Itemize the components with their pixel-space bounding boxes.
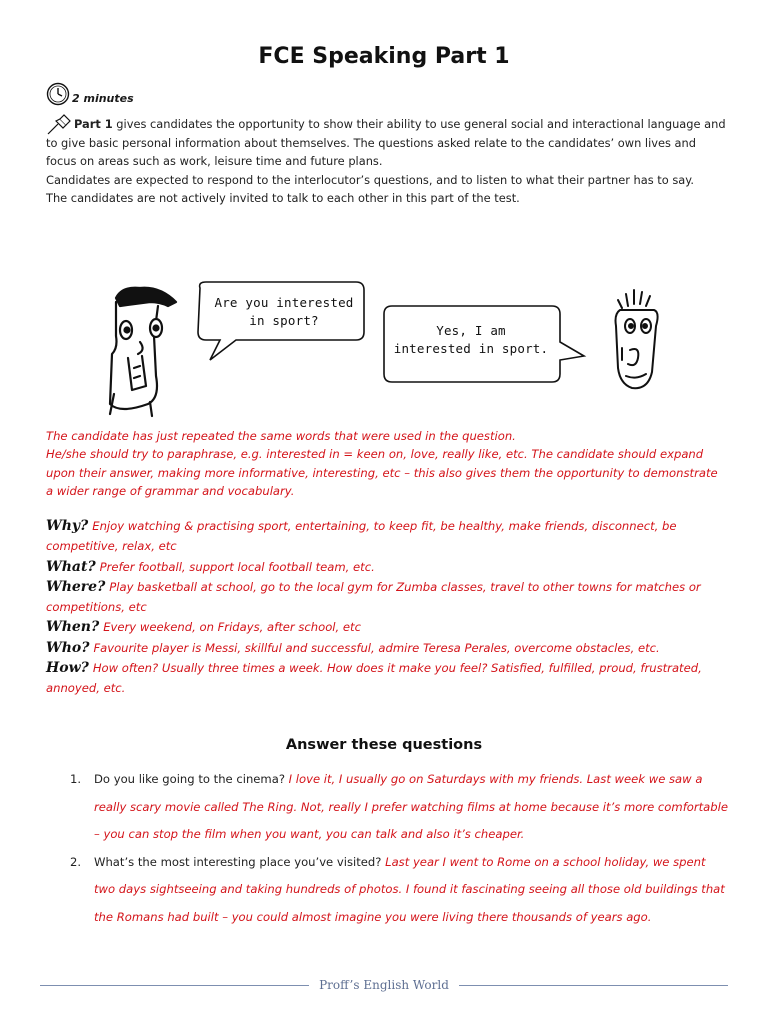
bubble-right-line-2: interested in sport. [393,341,549,356]
intro-para-3: The candidates are not actively invited to talk to each other in this part of the test. [46,191,520,206]
item-number: 1. [70,772,82,786]
wh-question: How? [46,660,89,677]
bubble-left-line-1: Are you interested [214,295,354,310]
wh-question: Who? [46,639,90,656]
wh-answer: Every weekend, on Fridays, after school, etc [103,620,361,635]
footer-text: Proff’s English World [319,978,449,992]
speech-bubble-right-text [388,322,554,358]
footer-rule-right [459,985,728,986]
intro-para-2: Candidates are expected to respond to the interlocutor’s questions, and to listen to what their partner has to say. [46,172,694,187]
left-character-drawing [110,288,176,416]
bubble-right-line-1: Yes, I am [436,323,506,338]
wh-item [46,557,736,577]
page-footer [40,975,728,995]
question-text: Do you like going to the cinema? [94,772,289,786]
speech-bubble-left-text [206,294,362,330]
intro-para-1: gives candidates the opportunity to show their ability to use general social and interactional language and to give basic personal information about themselves. The questions asked relate to the candidates’ own lives and focus on areas such as work, leisure time and future plans. [46,117,726,169]
cartoon-dialogue-illustration [0,276,768,421]
wh-answer: Enjoy watching & practising sport, entertaining, to keep fit, be healthy, make friends, disconnect, be competitive, relax, etc [46,519,677,554]
item-number: 2. [70,854,82,869]
clock-icon [46,82,70,106]
footer-rule-left [40,985,309,986]
wh-question: Where? [46,578,106,595]
section-heading: Answer these questions [285,737,483,753]
teacher-note [46,427,726,501]
wh-answer: Prefer football, support local football team, etc. [99,559,375,574]
wh-question: When? [46,619,100,636]
answer-text: I love it, I usually go on Saturdays with my friends. Last week we saw a really scary movie called The Ring. Not, really I prefer watching films at home because it’s more comfortable – you can stop the film when you want, you can talk and also it’s cheaper. [94,772,728,841]
wh-item [46,658,736,699]
wh-answer: How often? Usually three times a week. How does it make you feel? Satisfied, fulfilled, proud, frustrated, annoyed, etc. [46,661,702,696]
intro-text [46,115,726,208]
wh-answer: Play basketball at school, go to the local gym for Zumba classes, travel to other towns for matches or competitions, etc [46,579,701,615]
wh-item [46,638,736,658]
list-item [70,766,730,849]
question-text: What’s the most interesting place you’ve visited? [94,854,386,869]
wh-questions-list [46,516,736,699]
note-line-2: He/she should try to paraphrase, e.g. interested in = keen on, love, really like, etc. The candidate should expand upon their answer, making more informative, interesting, etc – this also gives them the opportunity to demonstrate a wider range of grammar and vocabulary. [46,447,718,499]
right-character-drawing [616,290,658,388]
wh-item [46,617,736,637]
bubble-left-line-2: in sport? [249,313,319,328]
note-line-1: The candidate has just repeated the same words that were used in the question. [46,429,516,443]
answer-text: Last year I went to Rome on a school holiday, we spent two days sightseeing and taking hundreds of photos. I found it fascinating seeing all those old buildings that the Romans had built – you could almost imagine you were living there thousands of years ago. [94,854,725,924]
wh-answer: Favourite player is Messi, skillful and successful, admire Teresa Perales, overcome obstacles, etc. [93,640,660,655]
list-item [70,849,730,932]
answer-questions-list [70,766,730,931]
part-label: Part 1 [74,117,113,131]
wh-question: Why? [46,518,89,534]
wh-question: What? [46,558,96,575]
time-indicator [46,82,134,106]
wh-item [46,516,736,557]
page-title: FCE Speaking Part 1 [258,44,510,69]
time-label: 2 minutes [72,91,134,105]
wh-item [46,577,736,618]
